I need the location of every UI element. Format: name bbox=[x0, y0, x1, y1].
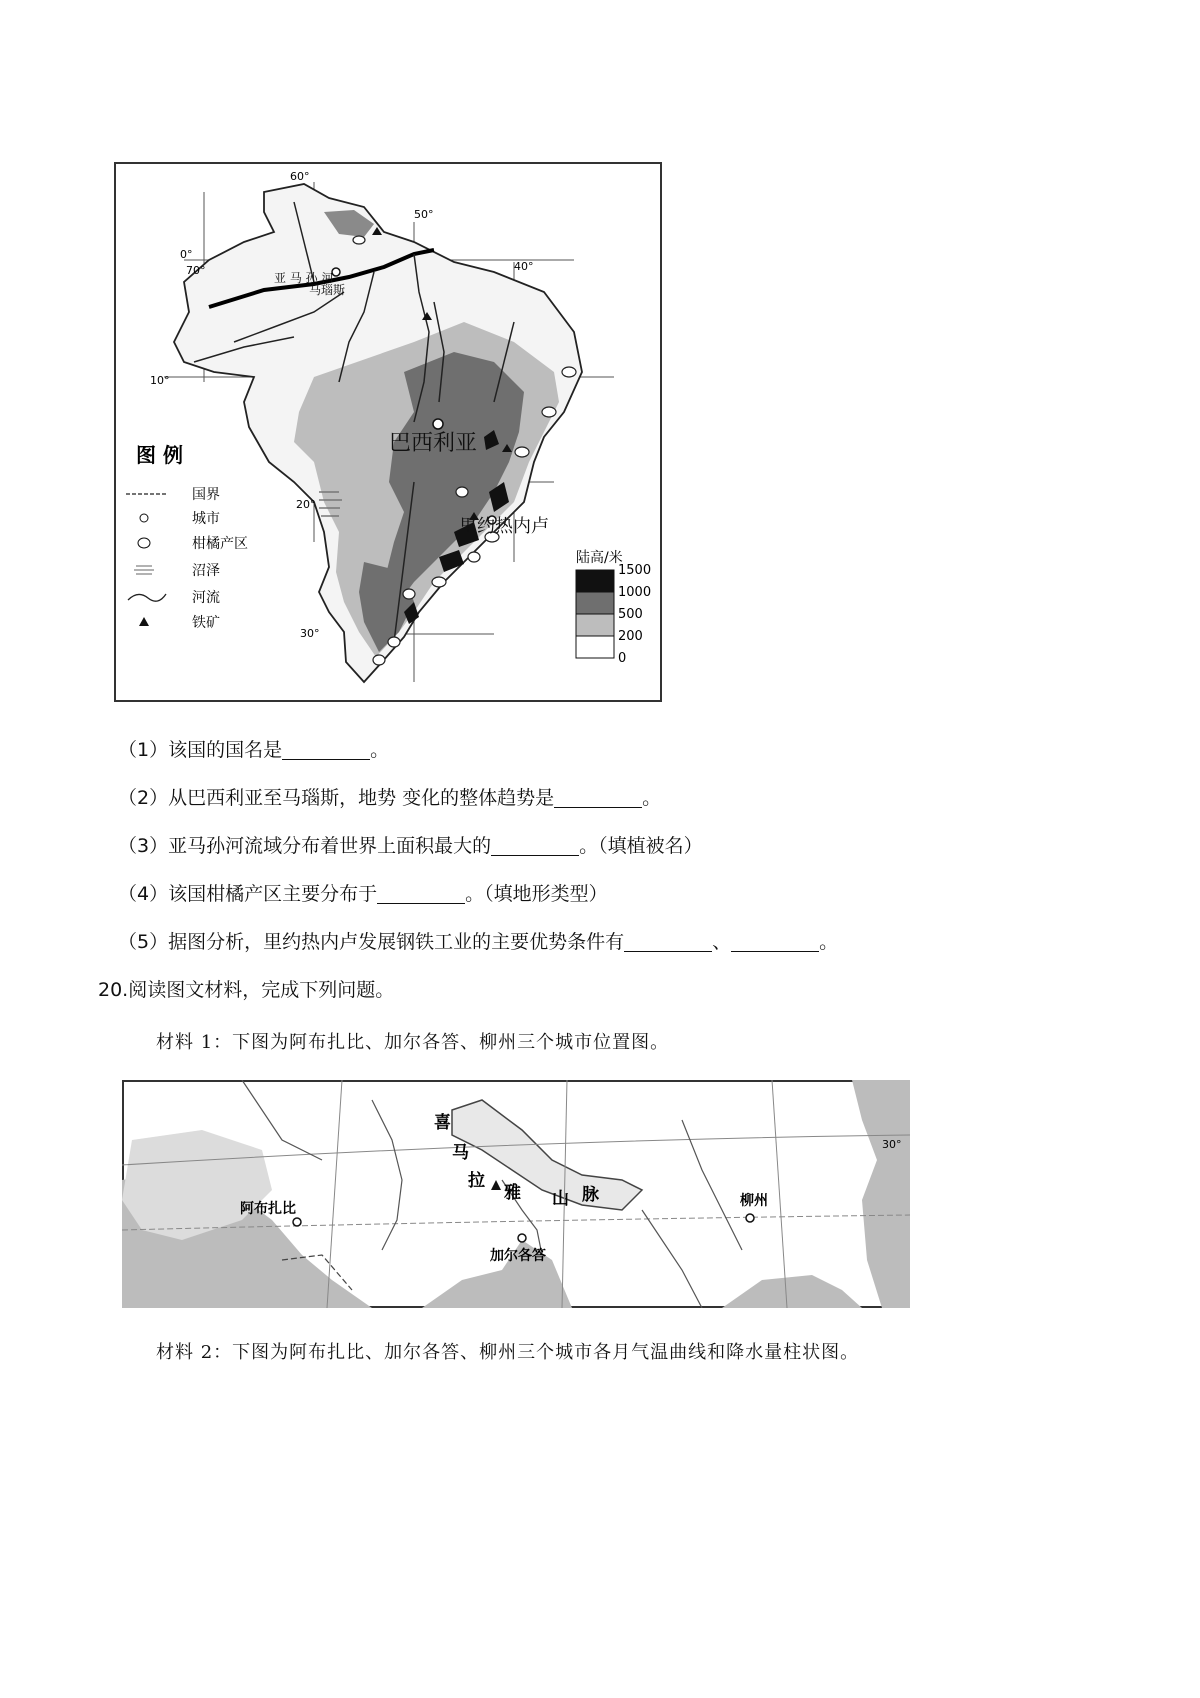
brasilia-city-icon bbox=[433, 419, 443, 429]
question-4-suffix: 。（填地形类型） bbox=[465, 883, 608, 905]
answer-blank-5b[interactable] bbox=[731, 933, 819, 952]
question-3 bbox=[118, 834, 703, 858]
answer-blank-2[interactable] bbox=[554, 789, 642, 808]
question-2-suffix: 。 bbox=[642, 787, 662, 809]
question-5 bbox=[118, 930, 838, 954]
question-2 bbox=[118, 786, 661, 810]
legend-label-5: 铁矿 bbox=[192, 615, 220, 631]
question-4 bbox=[118, 882, 608, 906]
brasilia-label: 巴西利亚 bbox=[389, 431, 478, 456]
elevation-tick-3: 200 bbox=[618, 629, 643, 644]
rio-label: 里约热内卢 bbox=[459, 516, 549, 537]
question-20-heading: 20.阅读图文材料，完成下列问题。 bbox=[98, 979, 395, 1001]
elevation-tick-1: 1000 bbox=[618, 585, 652, 600]
citrus-area-icon bbox=[138, 538, 150, 548]
manaus-label: 马瑙斯 bbox=[309, 283, 346, 297]
lat-30-label: 30° bbox=[300, 627, 320, 640]
answer-blank-4[interactable] bbox=[377, 885, 465, 904]
lon-40-label: 40° bbox=[514, 260, 534, 273]
lon-60-label: 60° bbox=[290, 170, 310, 183]
lon-70-label: 70° bbox=[186, 264, 206, 277]
elevation-swatch-1 bbox=[576, 592, 614, 614]
question-5-suffix: 。 bbox=[819, 931, 839, 953]
answer-blank-5a[interactable] bbox=[624, 933, 712, 952]
abu-dhabi-city-icon bbox=[293, 1218, 301, 1226]
legend-label-0: 国界 bbox=[192, 487, 220, 503]
legend-label-4: 河流 bbox=[192, 590, 220, 606]
legend-title: 图 例 bbox=[136, 443, 183, 467]
question-1-suffix: 。 bbox=[370, 739, 390, 761]
legend-label-3: 沼泽 bbox=[192, 563, 220, 579]
answer-blank-1[interactable] bbox=[282, 741, 370, 760]
lat-30-label-map2: 30° bbox=[882, 1138, 902, 1151]
city-circle-icon bbox=[140, 514, 148, 522]
himalaya-char-3: 雅 bbox=[504, 1183, 521, 1203]
asia-cities-map bbox=[122, 1080, 910, 1308]
elevation-tick-2: 500 bbox=[618, 607, 643, 622]
kolkata-label: 加尔各答 bbox=[490, 1248, 546, 1264]
lat-0-label: 0° bbox=[180, 248, 193, 261]
himalaya-char-0: 喜 bbox=[434, 1113, 451, 1133]
abu-dhabi-label: 阿布扎比 bbox=[240, 1201, 296, 1217]
liuzhou-label: 柳州 bbox=[740, 1193, 768, 1209]
question-5-separator: 、 bbox=[712, 931, 732, 953]
question-4-text: （4）该国柑橘产区主要分布于 bbox=[118, 883, 378, 905]
question-3-text: （3）亚马孙河流域分布着世界上面积最大的 bbox=[118, 835, 492, 857]
elevation-swatch-2 bbox=[576, 614, 614, 636]
material-2: 材料 2：下图为阿布扎比、加尔各答、柳州三个城市各月气温曲线和降水量柱状图。 bbox=[156, 1342, 860, 1363]
lon-50-label: 50° bbox=[414, 208, 434, 221]
question-2-text: （2）从巴西利亚至马瑙斯，地势 变化的整体趋势是 bbox=[118, 787, 555, 809]
legend-label-2: 柑橘产区 bbox=[192, 536, 248, 552]
elevation-tick-0: 1500 bbox=[618, 563, 652, 578]
elevation-tick-4: 0 bbox=[618, 651, 627, 666]
material-1: 材料 1：下图为阿布扎比、加尔各答、柳州三个城市位置图。 bbox=[156, 1032, 670, 1053]
legend-label-1: 城市 bbox=[192, 511, 220, 527]
amazon-river-label: 亚 马 孙 河 bbox=[274, 271, 334, 285]
question-5-text: （5）据图分析，里约热内卢发展钢铁工业的主要优势条件有 bbox=[118, 931, 625, 953]
liuzhou-city-icon bbox=[746, 1214, 754, 1222]
question-1 bbox=[118, 738, 389, 762]
himalaya-char-4: 山 bbox=[552, 1189, 569, 1209]
elevation-swatch-3 bbox=[576, 636, 614, 658]
question-3-suffix: 。（填植被名） bbox=[579, 835, 703, 857]
himalaya-char-2: 拉 bbox=[468, 1171, 485, 1191]
lat-10-label: 10° bbox=[150, 374, 170, 387]
himalaya-char-1: 马 bbox=[452, 1143, 469, 1163]
question-1-text: （1）该国的国名是 bbox=[118, 739, 283, 761]
kolkata-city-icon bbox=[518, 1234, 526, 1242]
brazil-map bbox=[114, 162, 662, 702]
lat-20-label: 20° bbox=[296, 498, 316, 511]
elevation-swatch-0 bbox=[576, 570, 614, 592]
elevation-title: 陆高/米 bbox=[576, 550, 623, 566]
answer-blank-3[interactable] bbox=[491, 837, 579, 856]
himalaya-char-5: 脉 bbox=[582, 1185, 599, 1205]
